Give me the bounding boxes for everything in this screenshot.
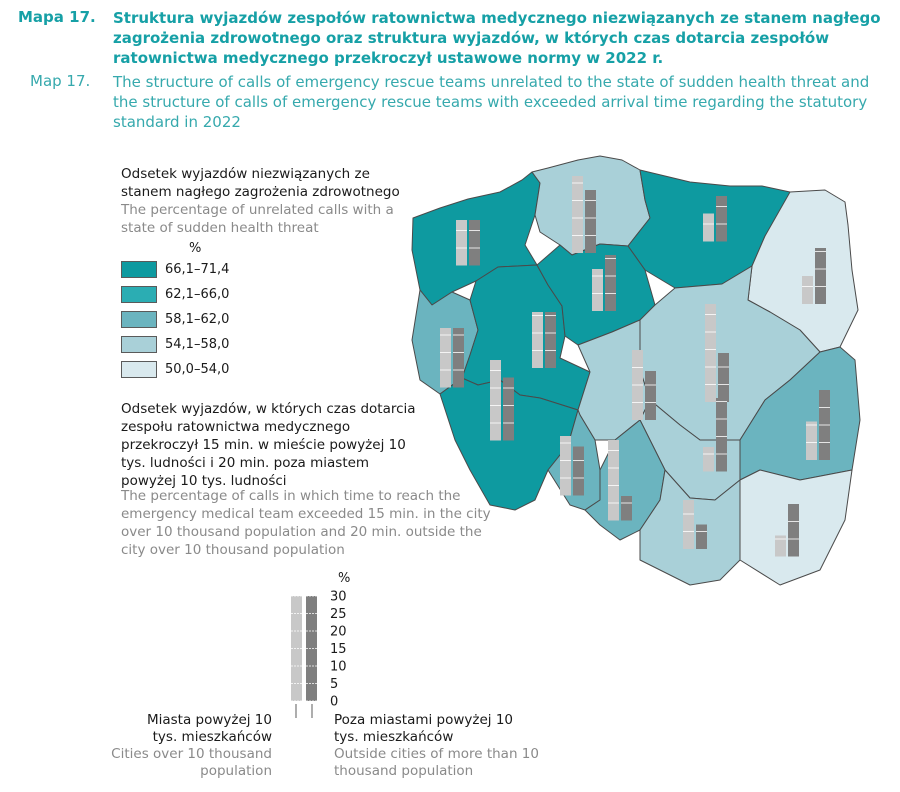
- bar-cities-śląskie: [608, 440, 619, 521]
- bar-outside-łódzkie: [645, 371, 656, 420]
- bar-cities-mazowieckie: [705, 304, 716, 402]
- legend-class-label-1: 66,1–71,4: [165, 262, 230, 277]
- scale-tick-label: 5: [330, 677, 339, 692]
- scale-tick-label: 25: [330, 607, 347, 622]
- legend-swatch-5: [121, 361, 157, 378]
- scale-tick-label: 15: [330, 642, 347, 657]
- bar-outside-świętokrzyskie: [716, 398, 727, 472]
- map-title-pl: Struktura wyjazdów zespołów ratownictwa medycznego niezwiązanych ze stanem nagłego zagrożenia zdrowotnego oraz struktura wyjazdów, w których czas dotarcia zespołów ratownictwa medycznego przekroczył ustawowe normy w 2022 r.: [113, 9, 881, 67]
- bar-outside-kujawsko-pomorskie: [605, 255, 616, 311]
- bar-cities-lubuskie: [440, 328, 451, 388]
- outside-label-pl: Poza miastami powyżej 10 tys. mieszkańców: [334, 712, 514, 745]
- bar-cities-zachodniopomorskie: [456, 220, 467, 266]
- bar-outside-lubuskie: [453, 328, 464, 388]
- legend-swatch-1: [121, 261, 157, 278]
- poland-voivodeship-map: [400, 140, 870, 610]
- scale-tick-label: 10: [330, 659, 347, 675]
- bar-cities-lubelskie: [806, 422, 817, 461]
- legend-class-label-3: 58,1–62,0: [165, 312, 230, 327]
- bar-cities-dolnośląskie: [490, 360, 501, 441]
- legend-swatch-4: [121, 336, 157, 353]
- bar-outside-mazowieckie: [718, 353, 729, 402]
- bar-outside-wielkopolskie: [545, 312, 556, 368]
- bar-outside-pomorskie: [585, 190, 596, 253]
- bar-scale-unit: %: [338, 571, 351, 586]
- bar-cities-kujawsko-pomorskie: [592, 269, 603, 311]
- bar-cities-pomorskie: [572, 176, 583, 253]
- scale-tick-label: 20: [330, 624, 347, 640]
- bar-scale-legend: [260, 568, 400, 718]
- cities-label-en: Cities over 10 thousand population: [111, 746, 272, 779]
- legend-swatch-2: [121, 286, 157, 303]
- bar-cities-małopolskie: [683, 500, 694, 549]
- legend-class-label-2: 62,1–66,0: [165, 287, 230, 302]
- bar-outside-warmińsko-mazurskie: [716, 196, 727, 242]
- bar-outside-śląskie: [621, 496, 632, 521]
- bar-outside-podlaskie: [815, 248, 826, 304]
- bar-outside-małopolskie: [696, 525, 707, 550]
- choropleth-legend-title-pl: Odsetek wyjazdów niezwiązanych ze stanem nagłego zagrożenia zdrowotnego: [121, 166, 400, 200]
- bar-cities-opolskie: [560, 436, 571, 496]
- bar-outside-dolnośląskie: [503, 378, 514, 441]
- bar-cities-wielkopolskie: [532, 312, 543, 368]
- bar-legend-title-en: The percentage of calls in which time to reach the emergency medical team exceeded 15 min. in the city over 10 thousand population and 20 min. outside the city over 10 thousand population: [121, 488, 491, 558]
- scale-tick-label: 0: [330, 694, 339, 710]
- map-number-en: Map 17.: [30, 72, 91, 90]
- bar-legend-title-pl: Odsetek wyjazdów, w których czas dotarcia zespołu ratownictwa medycznego przekroczył 15 min. w mieście powyżej 10 tys. ludności i 20 min. poza miastem powyżej 10 tys. ludności: [121, 401, 416, 489]
- scale-tick-label: 30: [330, 589, 347, 605]
- map-title-en: The structure of calls of emergency rescue teams unrelated to the state of sudden health threat and the structure of calls of emergency rescue teams with exceeded arrival time regarding the statutory standard in 2022: [113, 73, 870, 131]
- legend-class-label-5: 50,0–54,0: [165, 362, 230, 377]
- bar-cities-podlaskie: [802, 276, 813, 304]
- choropleth-legend-title-en: The percentage of unrelated calls with a state of sudden health threat: [121, 202, 394, 236]
- legend-class-label-4: 54,1–58,0: [165, 337, 230, 352]
- cities-label-pl: Miasta powyżej 10 tys. mieszkańców: [146, 712, 272, 745]
- bar-cities-warmińsko-mazurskie: [703, 214, 714, 242]
- map-number-pl: Mapa 17.: [18, 8, 96, 26]
- outside-label-en: Outside cities of more than 10 thousand population: [334, 746, 539, 779]
- bar-outside-zachodniopomorskie: [469, 220, 480, 266]
- choropleth-legend-unit: %: [189, 241, 202, 256]
- bar-outside-podkarpackie: [788, 504, 799, 557]
- bar-outside-opolskie: [573, 447, 584, 496]
- legend-swatch-3: [121, 311, 157, 328]
- bar-cities-świętokrzyskie: [703, 447, 714, 472]
